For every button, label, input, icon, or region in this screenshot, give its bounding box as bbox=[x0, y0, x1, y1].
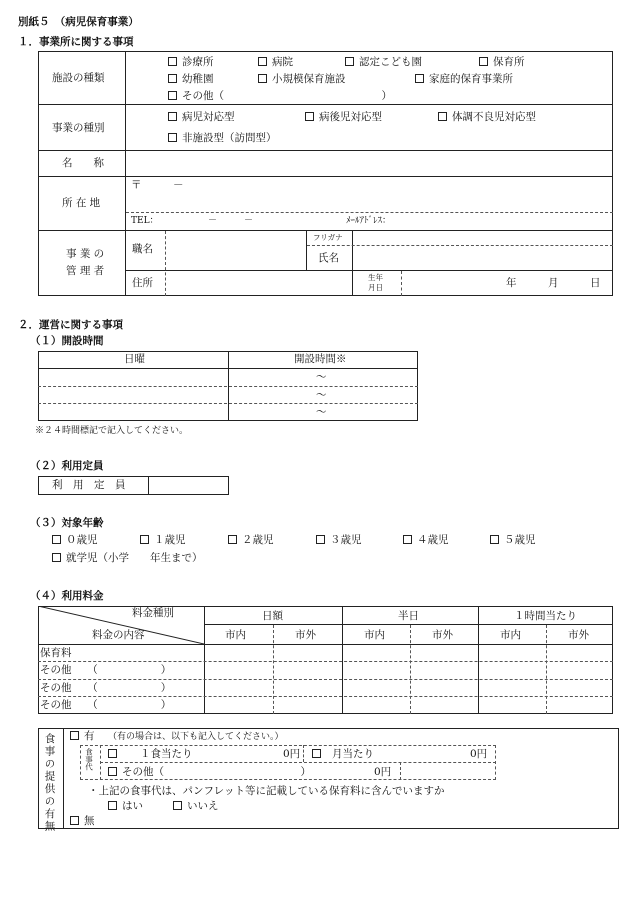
facility-type-label: 施設の種類 bbox=[52, 72, 105, 84]
checkbox[interactable] bbox=[108, 749, 117, 758]
checkbox[interactable] bbox=[490, 535, 499, 544]
address-label: 所 在 地 bbox=[62, 197, 101, 209]
full-name-label: 氏名 bbox=[318, 252, 339, 264]
facility-type-kodomoen[interactable]: 認定こども園 bbox=[345, 57, 422, 68]
checkbox[interactable] bbox=[479, 57, 488, 66]
meal-per-month[interactable]: 月当たり bbox=[312, 749, 374, 760]
capacity-title: （２）利用定員 bbox=[30, 460, 104, 472]
age-0[interactable]: ０歳児 bbox=[52, 535, 98, 546]
checkbox[interactable] bbox=[173, 801, 182, 810]
meal-yes[interactable]: 有 bbox=[70, 731, 95, 742]
hours-tilde: ～ bbox=[316, 371, 327, 383]
meal-answer-yes[interactable]: はい bbox=[108, 801, 143, 812]
checkbox[interactable] bbox=[70, 731, 79, 740]
fees-group-day: 日額 bbox=[262, 610, 283, 622]
furigana-label: フリガナ bbox=[313, 233, 343, 242]
checkbox[interactable] bbox=[228, 535, 237, 544]
hours-title: （１）開設時間 bbox=[30, 335, 104, 347]
facility-type-other[interactable]: その他（ ） bbox=[168, 91, 392, 102]
fees-row-label: 保育料 bbox=[40, 647, 72, 659]
fees-group-half: 半日 bbox=[398, 610, 419, 622]
hours-note: ※２４時間標記で記入してください。 bbox=[35, 426, 189, 436]
checkbox[interactable] bbox=[258, 74, 267, 83]
facility-type-kindergarten[interactable]: 幼稚園 bbox=[168, 74, 214, 85]
age-5[interactable]: ５歳児 bbox=[490, 535, 536, 546]
checkbox[interactable] bbox=[345, 57, 354, 66]
fees-kind-label: 料金種別 bbox=[132, 607, 174, 619]
section-2-title: ２．運営に関する事項 bbox=[18, 319, 123, 331]
meal-yes-note: （有の場合は、以下も記入してください。） bbox=[108, 732, 284, 742]
meal-per-month-amount: 0円 bbox=[470, 748, 488, 760]
birth-label-1: 生年 bbox=[368, 273, 383, 282]
checkbox[interactable] bbox=[108, 801, 117, 810]
business-visit[interactable]: 非施設型（訪問型） bbox=[168, 133, 277, 144]
meal-per-meal[interactable]: １食当たり bbox=[108, 749, 193, 760]
fees-row-label: その他 （ ） bbox=[40, 664, 172, 676]
meal-answer-no[interactable]: いいえ bbox=[173, 801, 219, 812]
hours-tilde: ～ bbox=[316, 389, 327, 401]
checkbox[interactable] bbox=[403, 535, 412, 544]
facility-type-small[interactable]: 小規模保育施設 bbox=[258, 74, 346, 85]
tel-label: TEL： － － bbox=[131, 216, 254, 226]
checkbox[interactable] bbox=[168, 74, 177, 83]
business-type-label: 事業の種別 bbox=[52, 122, 105, 134]
hours-tilde: ～ bbox=[316, 406, 327, 418]
section-1-title: １．事業所に関する事項 bbox=[18, 36, 134, 48]
facility-type-clinic[interactable]: 診療所 bbox=[168, 57, 214, 68]
manager-label-1: 事 業 の bbox=[66, 248, 105, 260]
checkbox[interactable] bbox=[168, 91, 177, 100]
fees-sub-out: 市外 bbox=[295, 629, 316, 641]
facility-type-nursery[interactable]: 保育所 bbox=[479, 57, 525, 68]
checkbox[interactable] bbox=[140, 535, 149, 544]
checkbox[interactable] bbox=[168, 112, 177, 121]
business-sick[interactable]: 病児対応型 bbox=[168, 112, 235, 123]
checkbox[interactable] bbox=[258, 57, 267, 66]
fees-sub-out: 市外 bbox=[432, 629, 453, 641]
capacity-label: 利 用 定 員 bbox=[52, 479, 126, 491]
fees-sub-out: 市外 bbox=[568, 629, 589, 641]
checkbox[interactable] bbox=[52, 553, 61, 562]
meal-other-amount: 0円 bbox=[374, 766, 392, 778]
meal-other[interactable]: その他（ ） bbox=[108, 767, 311, 778]
fees-sub-in: 市内 bbox=[225, 629, 246, 641]
hours-col-day: 日曜 bbox=[124, 353, 145, 365]
checkbox[interactable] bbox=[70, 816, 79, 825]
attachment-label: 別紙５ （病児保育事業） bbox=[18, 16, 139, 28]
fees-title: （４）利用料金 bbox=[30, 590, 104, 602]
home-address-label: 住所 bbox=[132, 277, 153, 289]
fees-sub-in: 市内 bbox=[500, 629, 521, 641]
meal-per-meal-amount: 0円 bbox=[283, 748, 301, 760]
checkbox[interactable] bbox=[305, 112, 314, 121]
facility-type-home[interactable]: 家庭的保育事業所 bbox=[415, 74, 513, 85]
age-school[interactable]: 就学児（小学 年生まで） bbox=[52, 553, 203, 564]
checkbox[interactable] bbox=[168, 57, 177, 66]
fees-content-label: 料金の内容 bbox=[92, 629, 145, 641]
facility-type-hospital[interactable]: 病院 bbox=[258, 57, 293, 68]
business-unwell[interactable]: 体調不良児対応型 bbox=[438, 112, 536, 123]
age-1[interactable]: １歳児 bbox=[140, 535, 186, 546]
hours-col-time: 開設時間※ bbox=[294, 353, 347, 365]
checkbox[interactable] bbox=[168, 133, 177, 142]
fees-row-label: その他 （ ） bbox=[40, 699, 172, 711]
fees-group-hour: １時間当たり bbox=[514, 610, 577, 622]
checkbox[interactable] bbox=[312, 749, 321, 758]
birth-date-format: 年 月 日 bbox=[506, 277, 601, 289]
fees-row-label: その他 （ ） bbox=[40, 682, 172, 694]
checkbox[interactable] bbox=[415, 74, 424, 83]
age-4[interactable]: ４歳児 bbox=[403, 535, 449, 546]
manager-label-2: 管 理 者 bbox=[66, 265, 105, 277]
meal-fee-label: 食事代 bbox=[84, 748, 94, 771]
fees-sub-in: 市内 bbox=[364, 629, 385, 641]
ages-title: （３）対象年齢 bbox=[30, 517, 104, 529]
job-title-label: 職名 bbox=[132, 243, 153, 255]
meal-side-label: 食事の提供の有無 bbox=[43, 733, 56, 833]
business-recovery[interactable]: 病後児対応型 bbox=[305, 112, 382, 123]
meal-question: ・上記の食事代は、パンフレット等に記載している保育料に含んでいますか bbox=[88, 785, 445, 797]
checkbox[interactable] bbox=[438, 112, 447, 121]
email-label: ﾒｰﾙｱﾄﾞﾚｽ： bbox=[346, 216, 392, 226]
checkbox[interactable] bbox=[108, 767, 117, 776]
checkbox[interactable] bbox=[316, 535, 325, 544]
age-2[interactable]: ２歳児 bbox=[228, 535, 274, 546]
checkbox[interactable] bbox=[52, 535, 61, 544]
birth-label-2: 月日 bbox=[368, 283, 383, 292]
postal-code: 〒 － bbox=[131, 179, 184, 191]
age-3[interactable]: ３歳児 bbox=[316, 535, 362, 546]
name-label: 名 称 bbox=[62, 157, 104, 169]
meal-none[interactable]: 無 bbox=[70, 816, 95, 827]
